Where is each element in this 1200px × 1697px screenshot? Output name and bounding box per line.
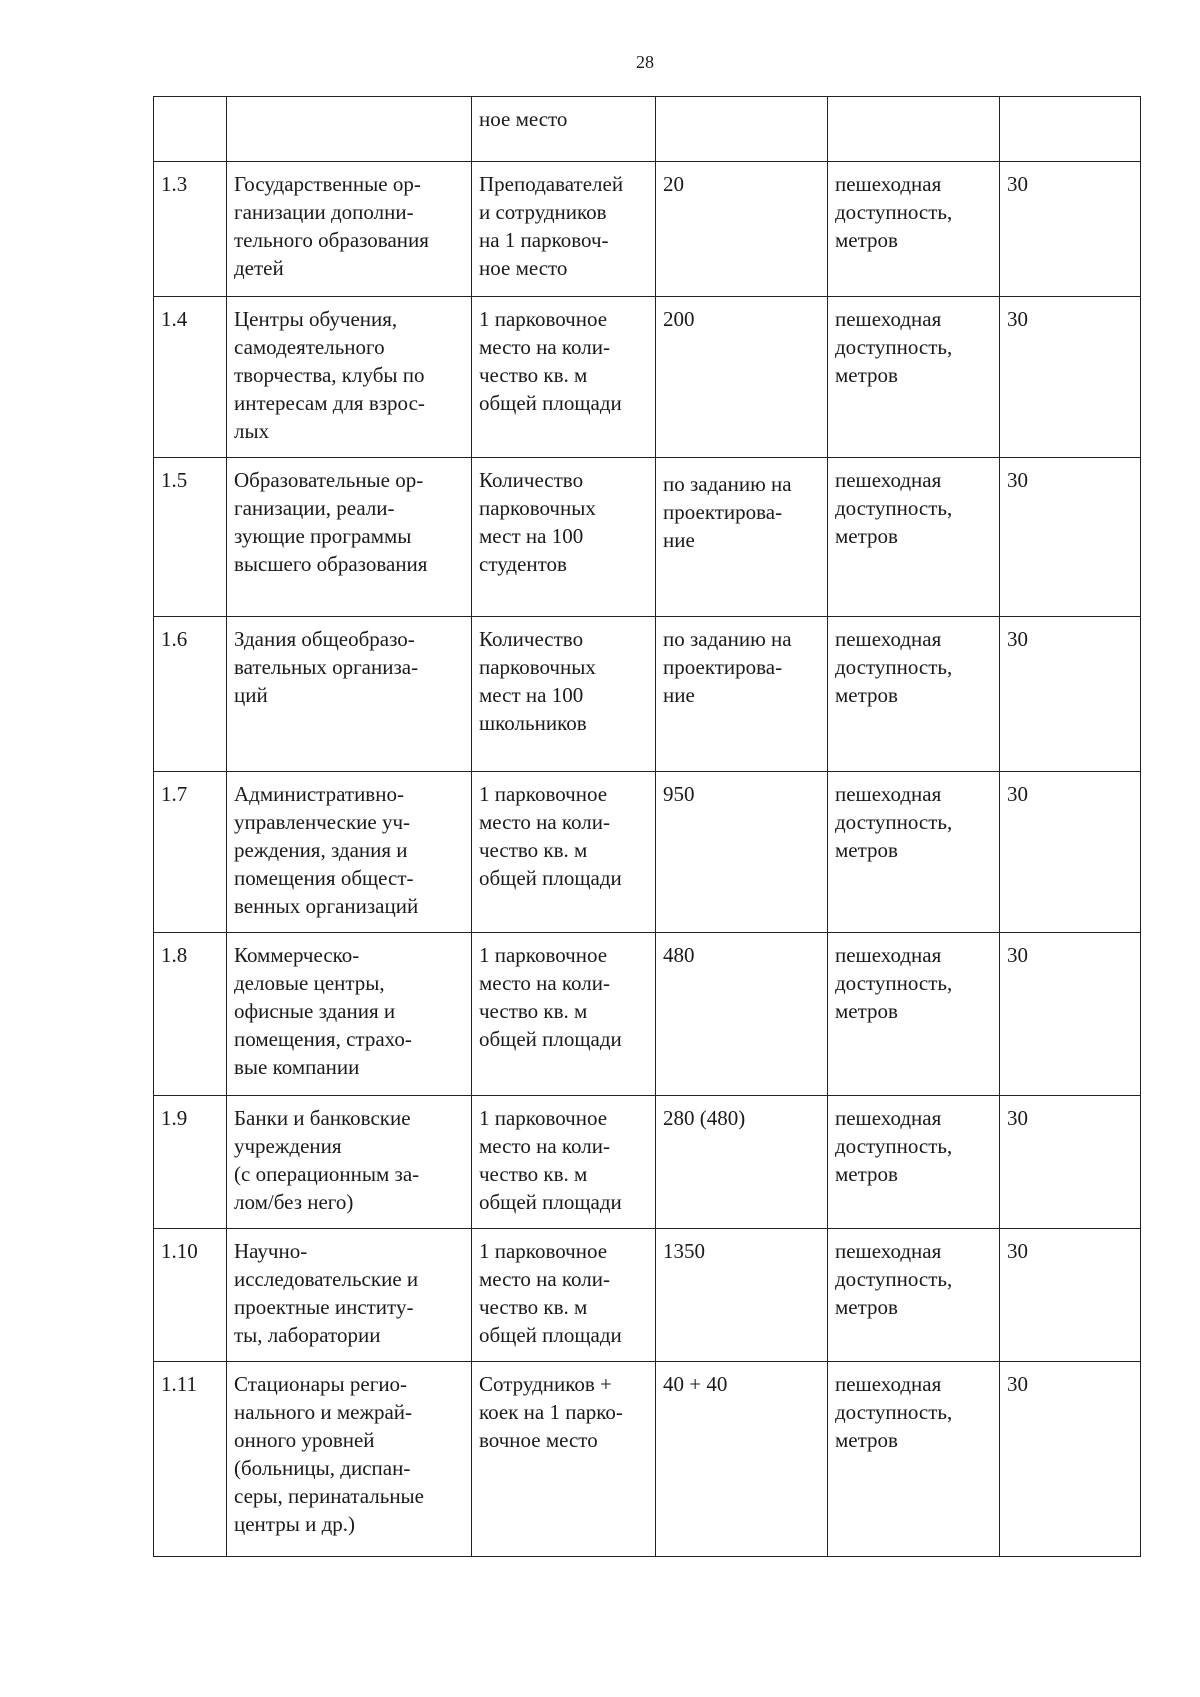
calculation-unit-cell: Количество парковочных мест на 100 студентов <box>472 458 656 617</box>
row-number-cell: 1.8 <box>154 933 227 1096</box>
row-number-cell: 1.6 <box>154 617 227 772</box>
accessibility-cell: пешеходная доступность, метров <box>828 1229 1000 1362</box>
table-row <box>154 1362 1141 1557</box>
facility-name-cell: Банки и банковские учреждения (с операционным за- лом/без него) <box>227 1096 472 1229</box>
table-row <box>154 162 1141 297</box>
table-row <box>154 1229 1141 1362</box>
accessibility-cell: пешеходная доступность, метров <box>828 1362 1000 1557</box>
row-number-cell: 1.10 <box>154 1229 227 1362</box>
calculation-unit-cell: Количество парковочных мест на 100 школьников <box>472 617 656 772</box>
row-number-cell: 1.5 <box>154 458 227 617</box>
accessibility-cell: пешеходная доступность, метров <box>828 297 1000 458</box>
row-number-cell: 1.7 <box>154 772 227 933</box>
accessibility-cell: пешеходная доступность, метров <box>828 458 1000 617</box>
distance-cell: 30 <box>1000 772 1141 933</box>
accessibility-cell: пешеходная доступность, метров <box>828 1096 1000 1229</box>
distance-cell <box>1000 97 1141 162</box>
table-row <box>154 297 1141 458</box>
accessibility-cell <box>828 97 1000 162</box>
facility-name-cell: Центры обучения, самодеятельного творчества, клубы по интересам для взрос- лых <box>227 297 472 458</box>
norm-value-cell: 950 <box>656 772 828 933</box>
distance-cell: 30 <box>1000 162 1141 297</box>
row-number-cell <box>154 97 227 162</box>
norm-value-cell: 40 + 40 <box>656 1362 828 1557</box>
norm-value-cell <box>656 97 828 162</box>
page-number: 28 <box>636 52 654 72</box>
accessibility-cell: пешеходная доступность, метров <box>828 617 1000 772</box>
distance-cell: 30 <box>1000 1362 1141 1557</box>
facility-name-cell: Здания общеобразо- вательных организа- ций <box>227 617 472 772</box>
distance-cell: 30 <box>1000 297 1141 458</box>
calculation-unit-cell: 1 парковочное место на коли- чество кв. м общей площади <box>472 933 656 1096</box>
facility-name-cell: Научно- исследовательские и проектные институ- ты, лаборатории <box>227 1229 472 1362</box>
row-number-cell: 1.3 <box>154 162 227 297</box>
distance-cell: 30 <box>1000 1229 1141 1362</box>
distance-cell: 30 <box>1000 617 1141 772</box>
table-row <box>154 617 1141 772</box>
norm-value-cell: 280 (480) <box>656 1096 828 1229</box>
table-row <box>154 1096 1141 1229</box>
facility-name-cell: Административно- управленческие уч- реждения, здания и помещения общест- венных организаций <box>227 772 472 933</box>
calculation-unit-cell: 1 парковочное место на коли- чество кв. м общей площади <box>472 1096 656 1229</box>
distance-cell: 30 <box>1000 933 1141 1096</box>
accessibility-cell: пешеходная доступность, метров <box>828 162 1000 297</box>
norm-value-cell: по заданию на проектирова- ние <box>656 617 828 772</box>
calculation-unit-cell: 1 парковочное место на коли- чество кв. м общей площади <box>472 1229 656 1362</box>
norm-value-cell: 1350 <box>656 1229 828 1362</box>
facility-name-cell: Образовательные ор- ганизации, реали- зующие программы высшего образования <box>227 458 472 617</box>
facility-name-cell: Коммерческо- деловые центры, офисные здания и помещения, страхо- вые компании <box>227 933 472 1096</box>
distance-cell: 30 <box>1000 1096 1141 1229</box>
facility-name-cell: Государственные ор- ганизации дополни- тельного образования детей <box>227 162 472 297</box>
parking-requirements-table <box>153 96 1141 1557</box>
table-row <box>154 933 1141 1096</box>
table-row <box>154 772 1141 933</box>
row-number-cell: 1.11 <box>154 1362 227 1557</box>
calculation-unit-cell: ное место <box>472 97 656 162</box>
norm-value-cell: 20 <box>656 162 828 297</box>
accessibility-cell: пешеходная доступность, метров <box>828 772 1000 933</box>
norm-value-cell: 200 <box>656 297 828 458</box>
row-number-cell: 1.9 <box>154 1096 227 1229</box>
table-row <box>154 458 1141 617</box>
calculation-unit-cell: Сотрудников + коек на 1 парко- вочное место <box>472 1362 656 1557</box>
distance-cell: 30 <box>1000 458 1141 617</box>
norm-value-cell: по заданию на проектирова- ние <box>656 458 828 617</box>
calculation-unit-cell: 1 парковочное место на коли- чество кв. м общей площади <box>472 772 656 933</box>
calculation-unit-cell: 1 парковочное место на коли- чество кв. м общей площади <box>472 297 656 458</box>
calculation-unit-cell: Преподавателей и сотрудников на 1 парковоч- ное место <box>472 162 656 297</box>
accessibility-cell: пешеходная доступность, метров <box>828 933 1000 1096</box>
norm-value-cell: 480 <box>656 933 828 1096</box>
facility-name-cell <box>227 97 472 162</box>
row-number-cell: 1.4 <box>154 297 227 458</box>
table-row <box>154 97 1141 162</box>
facility-name-cell: Стационары регио- нального и межрай- онного уровней (больницы, диспан- серы, перинатальные центры и др.) <box>227 1362 472 1557</box>
